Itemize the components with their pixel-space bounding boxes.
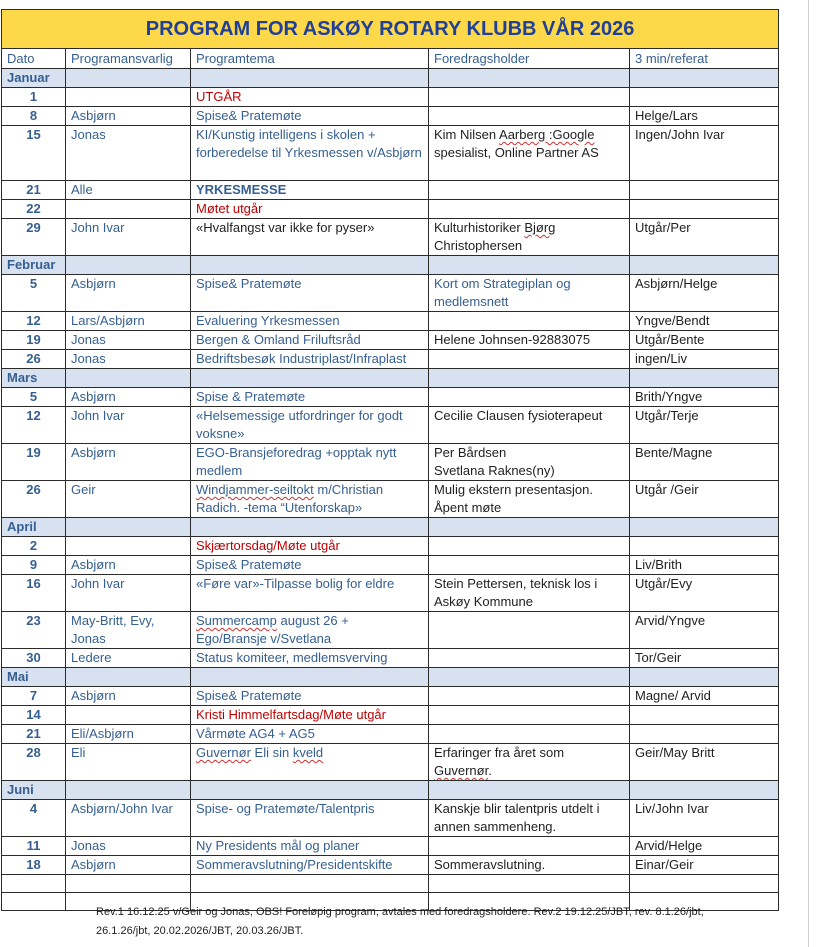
header-row	[2, 49, 779, 69]
row-responsible: John Ivar	[66, 407, 191, 444]
title-row	[2, 10, 779, 49]
row-theme: KI/Kunstig intelligens i skolen + forberedelse til Yrkesmessen v/Asbjørn	[191, 126, 429, 181]
month-cell	[191, 256, 429, 275]
row-date: 2	[2, 537, 66, 556]
row-referat: Geir/May Britt	[630, 744, 779, 781]
month-row	[2, 69, 779, 88]
page-edge-rule	[808, 0, 809, 947]
row-speaker	[429, 649, 630, 668]
row-referat: Arvid/Helge	[630, 837, 779, 856]
row-referat: Helge/Lars	[630, 107, 779, 126]
month-row	[2, 256, 779, 275]
row-date: 26	[2, 350, 66, 369]
month-label: Juni	[2, 781, 66, 800]
row-theme: Ny Presidents mål og planer	[191, 837, 429, 856]
program-row	[2, 556, 779, 575]
row-referat: Yngve/Bendt	[630, 312, 779, 331]
row-responsible: Asbjørn	[66, 687, 191, 706]
row-responsible: Asbjørn	[66, 444, 191, 481]
month-cell	[66, 256, 191, 275]
month-cell	[66, 668, 191, 687]
row-responsible	[66, 706, 191, 725]
row-date: 18	[2, 856, 66, 875]
row-responsible: May-Britt, Evy, Jonas	[66, 612, 191, 649]
program-row	[2, 481, 779, 518]
row-responsible: Jonas	[66, 126, 191, 181]
row-speaker: Sommeravslutning.	[429, 856, 630, 875]
row-speaker: Stein Pettersen, teknisk los i Askøy Kommune	[429, 575, 630, 612]
spellcheck-underline: Windjammer-seiltokt	[196, 482, 314, 497]
blank-row	[2, 875, 779, 893]
row-speaker: Cecilie Clausen fysioterapeut	[429, 407, 630, 444]
program-row	[2, 537, 779, 556]
month-cell	[429, 256, 630, 275]
program-row	[2, 800, 779, 837]
row-theme: Bergen & Omland Friluftsråd	[191, 331, 429, 350]
month-row	[2, 518, 779, 537]
row-responsible: Asbjørn	[66, 388, 191, 407]
row-speaker: Kim Nilsen Aarberg :Google spesialist, Online Partner AS	[429, 126, 630, 181]
program-row	[2, 275, 779, 312]
row-speaker	[429, 181, 630, 200]
row-speaker	[429, 556, 630, 575]
row-date: 9	[2, 556, 66, 575]
program-row	[2, 444, 779, 481]
row-theme: Spise& Pratemøte	[191, 687, 429, 706]
row-theme: «Helsemessige utfordringer for godt voksne»	[191, 407, 429, 444]
month-cell	[66, 369, 191, 388]
row-theme: Bedriftsbesøk Industriplast/Infraplast	[191, 350, 429, 369]
row-referat: Liv/Brith	[630, 556, 779, 575]
row-responsible: Lars/Asbjørn	[66, 312, 191, 331]
row-referat: Liv/John Ivar	[630, 800, 779, 837]
month-cell	[191, 781, 429, 800]
row-theme: Evaluering Yrkesmessen	[191, 312, 429, 331]
blank-cell	[429, 875, 630, 893]
row-referat	[630, 200, 779, 219]
row-theme: Spise& Pratemøte	[191, 107, 429, 126]
row-theme: Spise- og Pratemøte/Talentpris	[191, 800, 429, 837]
program-row	[2, 388, 779, 407]
program-table	[1, 9, 779, 911]
spellcheck-underline: Guvernør	[196, 745, 251, 760]
row-date: 30	[2, 649, 66, 668]
row-theme: Møtet utgår	[191, 200, 429, 219]
program-row	[2, 181, 779, 200]
month-cell	[630, 668, 779, 687]
program-row	[2, 88, 779, 107]
blank-cell	[66, 875, 191, 893]
month-cell	[630, 781, 779, 800]
row-theme: Status komiteer, medlemsverving	[191, 649, 429, 668]
row-date: 5	[2, 388, 66, 407]
month-row	[2, 369, 779, 388]
row-speaker	[429, 107, 630, 126]
row-referat: Einar/Geir	[630, 856, 779, 875]
program-row	[2, 200, 779, 219]
row-date: 12	[2, 407, 66, 444]
row-responsible: Asbjørn	[66, 275, 191, 312]
spellcheck-underline: Guvernør	[434, 763, 489, 778]
row-date: 23	[2, 612, 66, 649]
month-cell	[429, 518, 630, 537]
month-cell	[429, 69, 630, 88]
row-date: 11	[2, 837, 66, 856]
month-row	[2, 781, 779, 800]
row-speaker: Kulturhistoriker Bjørg Christophersen	[429, 219, 630, 256]
row-referat: Utgår/Terje	[630, 407, 779, 444]
row-date: 19	[2, 331, 66, 350]
row-referat: Utgår /Geir	[630, 481, 779, 518]
spellcheck-underline: Bjørg	[524, 220, 556, 235]
row-referat: Brith/Yngve	[630, 388, 779, 407]
header-responsible: Programansvarlig	[66, 49, 191, 69]
row-referat	[630, 706, 779, 725]
row-responsible: Jonas	[66, 331, 191, 350]
blank-cell	[191, 875, 429, 893]
month-cell	[630, 369, 779, 388]
row-speaker	[429, 706, 630, 725]
row-date: 5	[2, 275, 66, 312]
row-responsible	[66, 537, 191, 556]
row-responsible: Asbjørn	[66, 556, 191, 575]
header-speaker: Foredragsholder	[429, 49, 630, 69]
row-date: 28	[2, 744, 66, 781]
month-row	[2, 668, 779, 687]
row-referat: Utgår/Evy	[630, 575, 779, 612]
row-date: 16	[2, 575, 66, 612]
row-referat: ingen/Liv	[630, 350, 779, 369]
page-title: PROGRAM FOR ASKØY ROTARY KLUBB VÅR 2026	[2, 10, 779, 49]
row-responsible: John Ivar	[66, 219, 191, 256]
row-responsible: Asbjørn	[66, 856, 191, 875]
row-theme: Spise& Pratemøte	[191, 275, 429, 312]
row-speaker: Kort om Strategiplan og medlemsnett	[429, 275, 630, 312]
row-speaker	[429, 725, 630, 744]
row-responsible: Ledere	[66, 649, 191, 668]
row-theme: Spise & Pratemøte	[191, 388, 429, 407]
program-row	[2, 687, 779, 706]
program-row	[2, 407, 779, 444]
row-theme: Vårmøte AG4 + AG5	[191, 725, 429, 744]
row-referat: Arvid/Yngve	[630, 612, 779, 649]
row-referat	[630, 725, 779, 744]
blank-cell	[630, 875, 779, 893]
row-referat: Magne/ Arvid	[630, 687, 779, 706]
revision-note: Rev.1 16.12.25 v/Geir og Jonas, OBS! Foreløpig program, avtales med foredragsholdere. Rev.2 19.12.25/JBT, rev. 8.1.26/jbt, 26.1.26/jbt, 20.02.2026/JBT, 20.03.26/JBT.	[96, 906, 704, 937]
program-row	[2, 856, 779, 875]
month-cell	[429, 369, 630, 388]
row-referat: Bente/Magne	[630, 444, 779, 481]
month-label: Januar	[2, 69, 66, 88]
row-speaker	[429, 312, 630, 331]
row-speaker: Helene Johnsen-92883075	[429, 331, 630, 350]
month-cell	[66, 518, 191, 537]
row-theme: «Hvalfangst var ikke for pyser»	[191, 219, 429, 256]
row-theme: Kristi Himmelfartsdag/Møte utgår	[191, 706, 429, 725]
row-responsible: Jonas	[66, 350, 191, 369]
month-cell	[191, 518, 429, 537]
row-speaker	[429, 388, 630, 407]
month-cell	[429, 668, 630, 687]
row-date: 7	[2, 687, 66, 706]
row-speaker	[429, 200, 630, 219]
row-theme: Windjammer-seiltokt m/Christian Radich. -tema “Utenforskap»	[191, 481, 429, 518]
month-cell	[191, 69, 429, 88]
row-speaker	[429, 537, 630, 556]
month-label: April	[2, 518, 66, 537]
row-responsible	[66, 200, 191, 219]
row-speaker: Kanskje blir talentpris utdelt i annen sammenheng.	[429, 800, 630, 837]
row-responsible: Eli/Asbjørn	[66, 725, 191, 744]
spellcheck-underline: Aarberg :Google	[499, 127, 595, 142]
row-speaker	[429, 612, 630, 649]
row-referat: Utgår/Bente	[630, 331, 779, 350]
month-cell	[191, 668, 429, 687]
row-speaker: Mulig ekstern presentasjon. Åpent møte	[429, 481, 630, 518]
header-theme: Programtema	[191, 49, 429, 69]
row-responsible: Alle	[66, 181, 191, 200]
row-referat: Asbjørn/Helge	[630, 275, 779, 312]
program-row	[2, 575, 779, 612]
row-date: 8	[2, 107, 66, 126]
blank-cell	[2, 875, 66, 893]
row-date: 14	[2, 706, 66, 725]
month-cell	[191, 369, 429, 388]
row-theme: Sommeravslutning/Presidentskifte	[191, 856, 429, 875]
row-theme: UTGÅR	[191, 88, 429, 107]
program-row	[2, 837, 779, 856]
row-date: 26	[2, 481, 66, 518]
program-row	[2, 312, 779, 331]
row-responsible	[66, 88, 191, 107]
program-row	[2, 725, 779, 744]
header-referat: 3 min/referat	[630, 49, 779, 69]
program-row	[2, 744, 779, 781]
row-responsible: John Ivar	[66, 575, 191, 612]
row-theme: EGO-Bransjeforedrag +opptak nytt medlem	[191, 444, 429, 481]
month-label: Mai	[2, 668, 66, 687]
blank-cell	[2, 893, 66, 911]
month-cell	[66, 69, 191, 88]
row-referat: Utgår/Per	[630, 219, 779, 256]
row-theme: Summercamp august 26 + Ego/Bransje v/Svetlana	[191, 612, 429, 649]
row-date: 21	[2, 181, 66, 200]
month-cell	[66, 781, 191, 800]
row-speaker: Per Bårdsen Svetlana Raknes(ny)	[429, 444, 630, 481]
row-responsible: Asbjørn/John Ivar	[66, 800, 191, 837]
row-speaker	[429, 687, 630, 706]
program-row	[2, 612, 779, 649]
row-responsible: Jonas	[66, 837, 191, 856]
row-date: 4	[2, 800, 66, 837]
month-cell	[630, 256, 779, 275]
row-responsible: Geir	[66, 481, 191, 518]
row-theme: «Føre var»-Tilpasse bolig for eldre	[191, 575, 429, 612]
spellcheck-underline: Summercamp	[196, 613, 277, 628]
program-row	[2, 219, 779, 256]
month-cell	[630, 69, 779, 88]
month-label: Mars	[2, 369, 66, 388]
row-speaker	[429, 88, 630, 107]
row-theme: Skjærtorsdag/Møte utgår	[191, 537, 429, 556]
row-date: 19	[2, 444, 66, 481]
row-date: 15	[2, 126, 66, 181]
program-row	[2, 331, 779, 350]
row-referat: Tor/Geir	[630, 649, 779, 668]
row-referat	[630, 537, 779, 556]
row-speaker	[429, 837, 630, 856]
program-row	[2, 107, 779, 126]
program-sheet	[1, 9, 778, 911]
spellcheck-underline: kveld	[292, 745, 324, 760]
row-responsible: Asbjørn	[66, 107, 191, 126]
row-speaker: Erfaringer fra året som Guvernør.	[429, 744, 630, 781]
program-row	[2, 649, 779, 668]
row-speaker	[429, 350, 630, 369]
row-date: 21	[2, 725, 66, 744]
header-date: Dato	[2, 49, 66, 69]
row-referat	[630, 181, 779, 200]
program-row	[2, 350, 779, 369]
row-referat	[630, 88, 779, 107]
row-theme: Guvernør Eli sin kveld	[191, 744, 429, 781]
program-row	[2, 126, 779, 181]
program-row	[2, 706, 779, 725]
month-cell	[630, 518, 779, 537]
row-theme: Spise& Pratemøte	[191, 556, 429, 575]
row-date: 22	[2, 200, 66, 219]
row-date: 1	[2, 88, 66, 107]
row-responsible: Eli	[66, 744, 191, 781]
row-theme: YRKESMESSE	[191, 181, 429, 200]
month-cell	[429, 781, 630, 800]
row-date: 12	[2, 312, 66, 331]
month-label: Februar	[2, 256, 66, 275]
row-referat: Ingen/John Ivar	[630, 126, 779, 181]
row-date: 29	[2, 219, 66, 256]
